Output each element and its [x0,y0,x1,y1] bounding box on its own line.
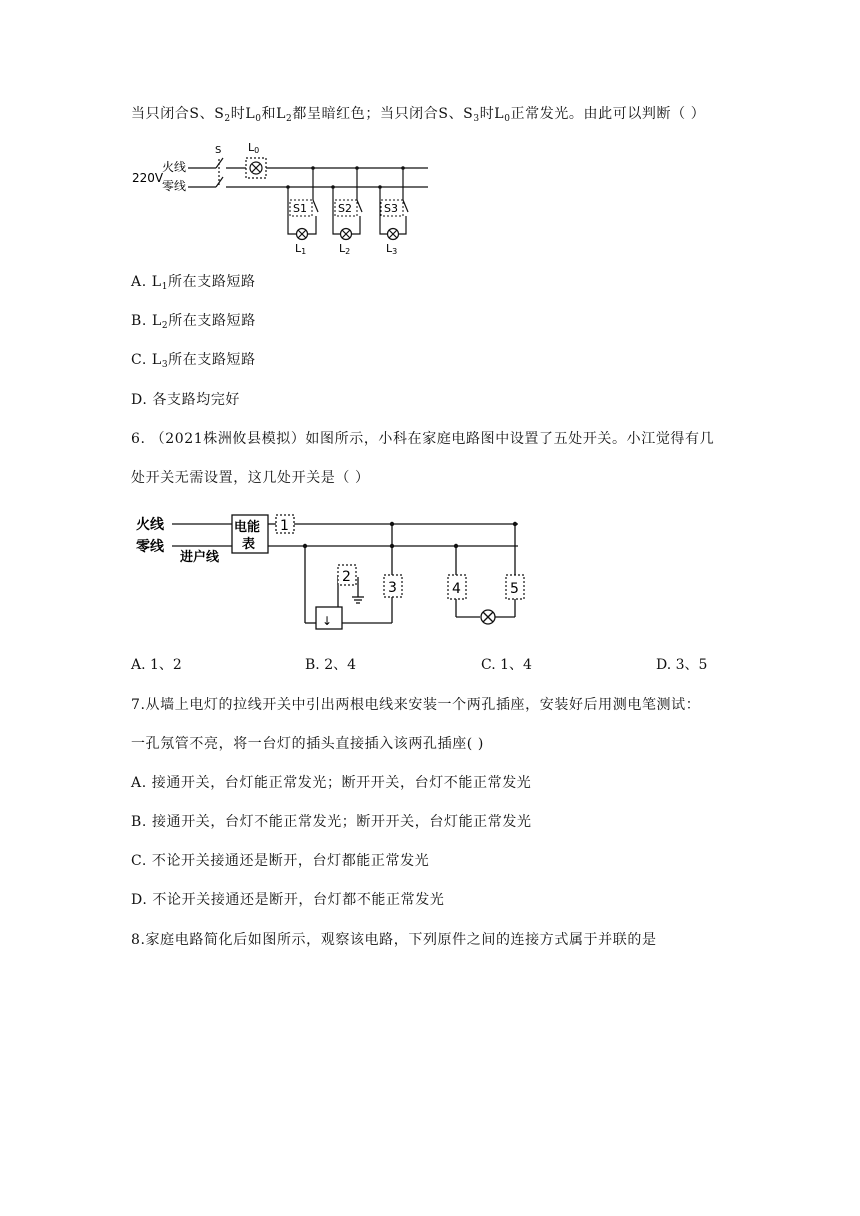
q7-stem-line2: 一孔氖管不亮，将一台灯的插头直接插入该两孔插座( ) [131,736,484,752]
q7-option-d: D. 不论开关接通还是断开，台灯都不能正常发光 [131,892,445,908]
switch-box-4: 4 [452,581,461,597]
q7-option-a: A. 接通开关，台灯能正常发光；断开开关，台灯不能正常发光 [131,775,532,791]
q5-option-b: B. $L_2$所在支路短路 [131,313,256,331]
q6-circuit-diagram [128,505,538,635]
main-switch-label: S [215,145,222,156]
q7-option-c: C. 不论开关接通还是断开，台灯都能正常发光 [131,853,430,869]
switch-box-2: 2 [342,569,351,585]
switch-label-2: S2 [338,202,352,215]
switch-box-5: 5 [510,581,519,597]
switch-box-3: 3 [388,580,397,596]
live-label: 火线 [162,160,187,174]
switch-label-3: S3 [384,202,398,215]
voltage-label: 220V [132,171,164,185]
q6-stem-line2: 处开关无需设置，这几处开关是（ ） [131,470,370,486]
lamp-label-1: L1 [295,242,307,256]
lamp-label-3: L3 [386,242,398,256]
q6-option-d: D. 3、5 [656,657,708,673]
switch-box-1: 1 [280,518,289,534]
q7-stem-line1: 7.从墙上电灯的拉线开关中引出两根电线来安装一个两孔插座，安装好后用测电笔测试： [131,697,701,713]
entry-label: 进户线 [180,550,220,565]
q8-stem-line1: 8.家庭电路简化后如图所示，观察该电路，下列原件之间的连接方式属于并联的是 [131,932,657,948]
meter-label-1: 电能 [234,520,261,535]
main-lamp-label: L0 [248,141,260,155]
q6-option-a: A. 1、2 [131,657,182,673]
neutral-label: 零线 [162,179,187,193]
q7-option-b: B. 接通开关，台灯不能正常发光；断开开关，台灯能正常发光 [131,814,532,830]
live-label: 火线 [136,517,164,533]
switch-label-1: S1 [293,202,307,215]
q5-circuit-diagram [128,138,428,256]
q5-stem: 当只闭合S、$S_2$时$L_0$和$L_2$都呈暗红色；当只闭合S、$S_3$时$L_0$正常发光。由此可以判断（ ） [131,106,706,124]
neutral-label: 零线 [136,539,164,555]
q6-stem-line1: 6. （2021株洲攸县模拟）如图所示，小科在家庭电路图中设置了五处开关。小江觉得有几 [131,431,715,447]
meter-label-2: 表 [242,537,256,552]
q6-option-c: C. 1、4 [481,657,532,673]
lamp-label-2: L2 [339,242,351,256]
q6-option-b: B. 2、4 [305,657,357,673]
socket-icon: ↓ [322,614,333,628]
q5-option-c: C. $L_3$所在支路短路 [131,352,256,370]
q5-option-d: D. 各支路均完好 [131,392,241,408]
q5-option-a: A. $L_1$所在支路短路 [131,274,256,292]
